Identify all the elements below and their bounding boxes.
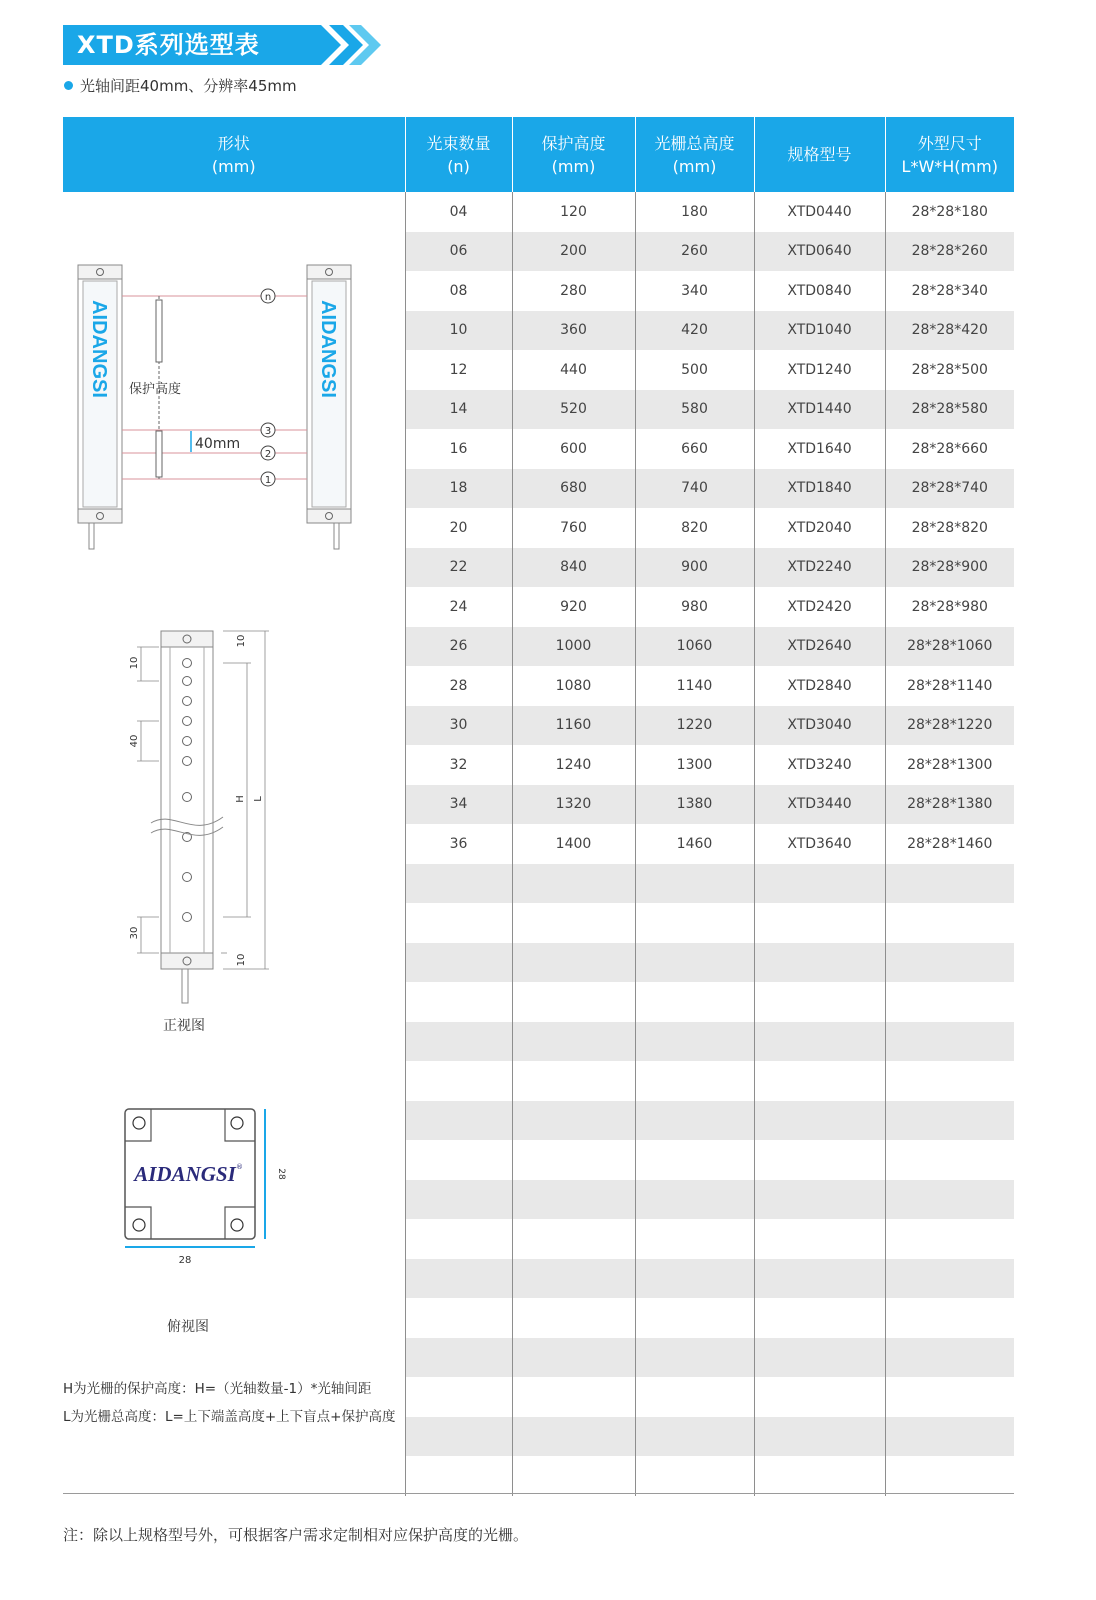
cell-model xyxy=(754,1140,885,1180)
cell-beam-count: 06 xyxy=(405,232,512,272)
cell-beam-count: 12 xyxy=(405,350,512,390)
cell-dimensions: 28*28*740 xyxy=(885,469,1014,509)
cell-model xyxy=(754,1417,885,1457)
cell-total-height xyxy=(635,864,754,904)
formula-l: L为光栅总高度：L=上下端盖高度+上下盲点+保护高度 xyxy=(63,1409,396,1425)
cell-model xyxy=(754,1456,885,1496)
cell-model: XTD3240 xyxy=(754,745,885,785)
cell-model: XTD2420 xyxy=(754,587,885,627)
cell-dimensions xyxy=(885,1061,1014,1101)
front-view-diagram xyxy=(123,627,353,1017)
cell-dimensions: 28*28*1060 xyxy=(885,627,1014,667)
cell-total-height: 1380 xyxy=(635,785,754,825)
cell-model: XTD0440 xyxy=(754,192,885,232)
cell-beam-count: 14 xyxy=(405,390,512,430)
cell-dimensions xyxy=(885,943,1014,983)
spacing-label: 40mm xyxy=(195,436,241,452)
cell-dimensions: 28*28*340 xyxy=(885,271,1014,311)
cell-dimensions xyxy=(885,1101,1014,1141)
top-view-diagram xyxy=(121,1103,301,1283)
footnote: 注：除以上规格型号外，可根据客户需求定制相对应保护高度的光栅。 xyxy=(63,1526,529,1544)
cell-beam-count: 28 xyxy=(405,666,512,706)
cell-dimensions: 28*28*1380 xyxy=(885,785,1014,825)
cell-total-height: 580 xyxy=(635,390,754,430)
cell-dimensions: 28*28*1300 xyxy=(885,745,1014,785)
cell-total-height: 900 xyxy=(635,548,754,588)
cell-total-height xyxy=(635,1338,754,1378)
cell-total-height xyxy=(635,1180,754,1220)
top-view-brand: AIDANGSI xyxy=(134,1162,236,1186)
cell-dimensions: 28*28*500 xyxy=(885,350,1014,390)
cell-model: XTD0840 xyxy=(754,271,885,311)
beam-label-n: n xyxy=(264,292,272,303)
cell-beam-count: 36 xyxy=(405,824,512,864)
cell-total-height: 1460 xyxy=(635,824,754,864)
cell-total-height xyxy=(635,1417,754,1457)
cell-total-height: 180 xyxy=(635,192,754,232)
cell-total-height xyxy=(635,1061,754,1101)
cell-model: XTD1240 xyxy=(754,350,885,390)
cell-protect-height xyxy=(512,903,635,943)
cell-dimensions xyxy=(885,1140,1014,1180)
left-bar-brand: AIDANGSI xyxy=(88,300,110,398)
dim-bottom-10: 10 xyxy=(236,953,247,967)
cell-total-height: 1300 xyxy=(635,745,754,785)
cell-beam-count xyxy=(405,1061,512,1101)
front-view-caption: 正视图 xyxy=(163,1018,205,1034)
header-shape: 形状 (mm) xyxy=(63,117,405,192)
cell-protect-height xyxy=(512,1456,635,1496)
cell-dimensions xyxy=(885,1417,1014,1457)
cell-beam-count: 24 xyxy=(405,587,512,627)
width-dim-label: 28 xyxy=(178,1255,192,1266)
beam-label-3: 3 xyxy=(264,426,272,437)
cell-total-height xyxy=(635,982,754,1022)
cell-beam-count xyxy=(405,982,512,1022)
beam-label-2: 2 xyxy=(264,449,272,460)
cell-protect-height: 520 xyxy=(512,390,635,430)
cell-dimensions xyxy=(885,903,1014,943)
cell-beam-count: 34 xyxy=(405,785,512,825)
cell-dimensions xyxy=(885,1377,1014,1417)
cell-dimensions: 28*28*420 xyxy=(885,311,1014,351)
cell-model xyxy=(754,903,885,943)
cell-beam-count xyxy=(405,1219,512,1259)
cell-total-height xyxy=(635,1377,754,1417)
dim-top-10: 10 xyxy=(236,634,247,648)
cell-dimensions xyxy=(885,1456,1014,1496)
title-banner xyxy=(63,25,383,65)
cell-protect-height: 280 xyxy=(512,271,635,311)
cell-beam-count xyxy=(405,1338,512,1378)
cell-total-height xyxy=(635,943,754,983)
cell-protect-height: 120 xyxy=(512,192,635,232)
cell-beam-count: 22 xyxy=(405,548,512,588)
cell-protect-height xyxy=(512,1338,635,1378)
formula-h: H为光栅的保护高度：H=（光轴数量-1）*光轴间距 xyxy=(63,1381,372,1397)
cell-dimensions: 28*28*660 xyxy=(885,429,1014,469)
beam-label-1: 1 xyxy=(264,475,272,486)
cell-protect-height xyxy=(512,1180,635,1220)
cell-protect-height: 200 xyxy=(512,232,635,272)
cell-model xyxy=(754,943,885,983)
cell-model: XTD3640 xyxy=(754,824,885,864)
cell-dimensions: 28*28*900 xyxy=(885,548,1014,588)
cell-beam-count xyxy=(405,1140,512,1180)
cell-dimensions xyxy=(885,864,1014,904)
cell-beam-count xyxy=(405,1180,512,1220)
cell-protect-height: 1240 xyxy=(512,745,635,785)
cell-total-height xyxy=(635,1456,754,1496)
cell-protect-height xyxy=(512,1259,635,1299)
cell-protect-height xyxy=(512,1298,635,1338)
shape-drawings xyxy=(63,193,405,1493)
cell-dimensions: 28*28*1220 xyxy=(885,706,1014,746)
cell-protect-height: 1000 xyxy=(512,627,635,667)
cell-model xyxy=(754,1022,885,1062)
top-view-caption: 俯视图 xyxy=(167,1319,209,1335)
cell-dimensions xyxy=(885,982,1014,1022)
cell-beam-count: 04 xyxy=(405,192,512,232)
cell-model xyxy=(754,1338,885,1378)
header-total-height: 光栅总高度 (mm) xyxy=(635,117,754,192)
cell-beam-count xyxy=(405,1101,512,1141)
bottom-divider xyxy=(63,1493,1014,1494)
cell-total-height xyxy=(635,1219,754,1259)
cell-dimensions: 28*28*260 xyxy=(885,232,1014,272)
cell-dimensions xyxy=(885,1338,1014,1378)
cell-dimensions: 28*28*1460 xyxy=(885,824,1014,864)
cell-protect-height: 1400 xyxy=(512,824,635,864)
cell-model xyxy=(754,982,885,1022)
subtitle-text: 光轴间距40mm、分辨率45mm xyxy=(80,77,297,95)
cell-beam-count: 26 xyxy=(405,627,512,667)
cell-protect-height: 680 xyxy=(512,469,635,509)
cell-model: XTD2840 xyxy=(754,666,885,706)
cell-model: XTD3040 xyxy=(754,706,885,746)
cell-protect-height: 1320 xyxy=(512,785,635,825)
dim-left-40: 40 xyxy=(129,734,140,748)
cell-total-height xyxy=(635,1022,754,1062)
cell-total-height: 500 xyxy=(635,350,754,390)
cell-protect-height: 440 xyxy=(512,350,635,390)
cell-protect-height xyxy=(512,1140,635,1180)
subtitle xyxy=(64,76,297,96)
cell-total-height xyxy=(635,1140,754,1180)
cell-beam-count xyxy=(405,1022,512,1062)
cell-dimensions: 28*28*980 xyxy=(885,587,1014,627)
cell-beam-count: 20 xyxy=(405,508,512,548)
cell-protect-height: 760 xyxy=(512,508,635,548)
cell-beam-count xyxy=(405,864,512,904)
cell-total-height: 980 xyxy=(635,587,754,627)
dim-left-10: 10 xyxy=(129,656,140,670)
cell-model xyxy=(754,1101,885,1141)
front-view-body xyxy=(161,631,213,1003)
cell-model xyxy=(754,1061,885,1101)
cell-model xyxy=(754,1259,885,1299)
beam-number-markers xyxy=(261,289,275,486)
table-header-row xyxy=(63,117,1014,192)
cell-dimensions: 28*28*580 xyxy=(885,390,1014,430)
cell-protect-height xyxy=(512,1219,635,1259)
cell-protect-height xyxy=(512,1101,635,1141)
cell-model: XTD2240 xyxy=(754,548,885,588)
cell-dimensions xyxy=(885,1022,1014,1062)
cell-protect-height xyxy=(512,1022,635,1062)
header-dimensions: 外型尺寸 L*W*H(mm) xyxy=(885,117,1014,192)
cell-total-height: 660 xyxy=(635,429,754,469)
cell-total-height xyxy=(635,1101,754,1141)
cell-dimensions xyxy=(885,1298,1014,1338)
header-model: 规格型号 xyxy=(754,117,885,192)
cell-model xyxy=(754,1219,885,1259)
cell-protect-height xyxy=(512,864,635,904)
cell-model xyxy=(754,864,885,904)
right-bar-brand: AIDANGSI xyxy=(317,300,339,398)
cell-protect-height: 360 xyxy=(512,311,635,351)
cell-protect-height: 920 xyxy=(512,587,635,627)
cell-beam-count xyxy=(405,1417,512,1457)
cell-protect-height: 1080 xyxy=(512,666,635,706)
cell-model: XTD1840 xyxy=(754,469,885,509)
cell-total-height: 1060 xyxy=(635,627,754,667)
cell-dimensions xyxy=(885,1259,1014,1299)
light-curtain-pair-diagram xyxy=(63,253,405,553)
cell-beam-count: 10 xyxy=(405,311,512,351)
cell-beam-count: 08 xyxy=(405,271,512,311)
cell-beam-count xyxy=(405,943,512,983)
cell-dimensions: 28*28*820 xyxy=(885,508,1014,548)
cell-protect-height xyxy=(512,1377,635,1417)
dim-h: H xyxy=(235,795,246,803)
cell-model: XTD2640 xyxy=(754,627,885,667)
cell-beam-count: 32 xyxy=(405,745,512,785)
cell-dimensions xyxy=(885,1219,1014,1259)
protect-height-label: 保护高度 xyxy=(129,382,182,397)
cell-beam-count: 16 xyxy=(405,429,512,469)
cell-total-height: 1140 xyxy=(635,666,754,706)
cell-total-height: 1220 xyxy=(635,706,754,746)
cell-total-height: 260 xyxy=(635,232,754,272)
cell-dimensions: 28*28*180 xyxy=(885,192,1014,232)
cell-beam-count xyxy=(405,903,512,943)
cell-total-height xyxy=(635,1298,754,1338)
cell-model xyxy=(754,1180,885,1220)
cell-model: XTD1640 xyxy=(754,429,885,469)
cell-beam-count: 30 xyxy=(405,706,512,746)
page-title: XTD系列选型表 xyxy=(77,31,260,59)
cell-beam-count xyxy=(405,1377,512,1417)
cell-beam-count xyxy=(405,1259,512,1299)
cell-model: XTD2040 xyxy=(754,508,885,548)
depth-dim-label: 28 xyxy=(276,1168,286,1180)
cell-protect-height xyxy=(512,1061,635,1101)
dim-l: L xyxy=(253,796,264,802)
cell-protect-height xyxy=(512,1417,635,1457)
cell-total-height xyxy=(635,903,754,943)
cell-total-height: 740 xyxy=(635,469,754,509)
dim-left-30: 30 xyxy=(129,926,140,940)
cell-protect-height: 600 xyxy=(512,429,635,469)
header-protect-height: 保护高度 (mm) xyxy=(512,117,635,192)
cell-dimensions: 28*28*1140 xyxy=(885,666,1014,706)
cell-protect-height: 840 xyxy=(512,548,635,588)
cell-protect-height: 1160 xyxy=(512,706,635,746)
cell-beam-count xyxy=(405,1456,512,1496)
cell-model: XTD1040 xyxy=(754,311,885,351)
cell-protect-height xyxy=(512,943,635,983)
cell-model xyxy=(754,1377,885,1417)
cell-protect-height xyxy=(512,982,635,1022)
header-beam-count: 光束数量 (n) xyxy=(405,117,512,192)
cell-model: XTD3440 xyxy=(754,785,885,825)
cell-dimensions xyxy=(885,1180,1014,1220)
cell-beam-count: 18 xyxy=(405,469,512,509)
cell-total-height xyxy=(635,1259,754,1299)
cell-total-height: 340 xyxy=(635,271,754,311)
cell-model xyxy=(754,1298,885,1338)
registered-mark: ® xyxy=(236,1163,243,1171)
cell-beam-count xyxy=(405,1298,512,1338)
cell-total-height: 820 xyxy=(635,508,754,548)
bullet-dot-icon xyxy=(64,81,73,90)
cell-model: XTD1440 xyxy=(754,390,885,430)
cell-total-height: 420 xyxy=(635,311,754,351)
cell-model: XTD0640 xyxy=(754,232,885,272)
